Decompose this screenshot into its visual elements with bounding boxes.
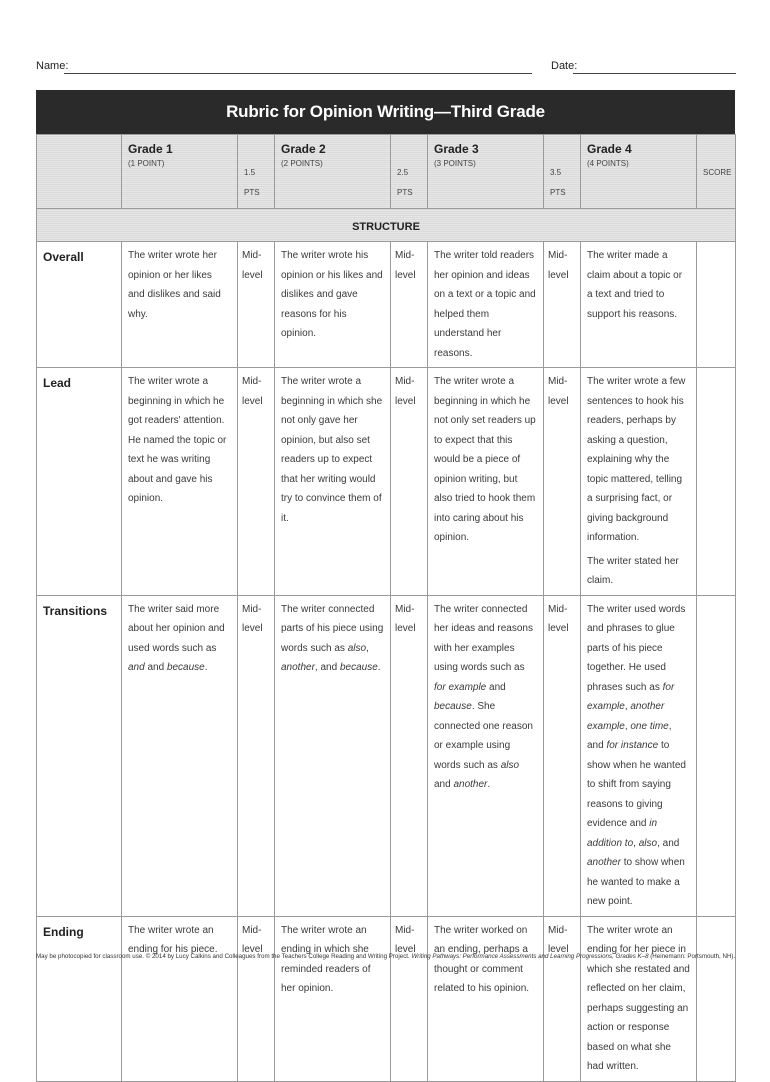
text-seg: , [624,720,631,732]
text-seg: , [366,642,369,654]
text-italic: another [453,779,488,790]
text-italic: because [434,701,472,712]
text-italic: also [347,642,367,654]
text-italic: also [500,759,520,771]
text-seg: , and [587,720,672,751]
cell-ending-grade-4: The writer wrote an ending for her piece in which she restated and reflected on her claim, perhaps suggesting an action or response based on what she had written. [581,916,697,1081]
text-italic: one time [630,720,669,732]
score-cell-transitions[interactable] [697,595,736,916]
cell-ending-mid-2: Mid-level [391,916,428,1081]
cell-lead-grade-3: The writer wrote a beginning in which he not only set readers up to expect that this would be a piece of opinion writing, but also tried to hook them into caring about his opinion. [428,368,544,596]
header-2-5-pts: 2.5 PTS [391,135,428,209]
cell-transitions-mid-3: Mid-level [544,595,581,916]
table-row-overall [37,242,736,368]
score-cell-ending[interactable] [697,916,736,1081]
text-italic: for example [587,681,675,712]
cell-lead-mid-3: Mid-level [544,368,581,596]
text-italic: another [587,857,621,868]
copyright-footer [36,953,736,960]
cell-ending-grade-2: The writer wrote an ending in which she reminded readers of her opinion. [275,916,391,1081]
text-seg: , [633,837,639,849]
score-cell-lead[interactable] [697,368,736,596]
text-seg: , [624,701,631,712]
cell-lead-mid-2: Mid-level [391,368,428,596]
name-date-bar [36,60,736,76]
text-seg: The writer said more about her opinion and used words such as [128,603,225,654]
cell-transitions-grade-4 [581,595,697,916]
grade-3-points: (3 POINTS) [434,159,476,168]
text-italic: another [281,662,315,673]
header-3-5-pts: 3.5 PTS [544,135,581,209]
text-seg: The writer connected parts of his piece using words such as [281,603,384,654]
text-italic: in addition to [587,818,658,849]
text-italic: for example [434,681,487,693]
name-line[interactable] [64,73,532,74]
score-cell-overall[interactable] [697,242,736,368]
cell-ending-grade-1: The writer wrote an ending for his piece. [122,916,238,1081]
text-seg: to show when he wanted to make a new point. [587,857,685,907]
row-label-lead: Lead [37,368,122,596]
header-grade-4 [581,135,697,209]
cell-lead-grade-4-text: The writer wrote a few sentences to hook his readers, perhaps by asking a question, explaining why the topic mattered, telling a surprising fact, or giving background information. [587,376,686,543]
text-italic: and [128,662,145,673]
text-seg: and [486,681,506,693]
cell-ending-mid-1: Mid-level [238,916,275,1081]
grade-1-points: (1 POINT) [128,159,165,168]
row-label-transitions: Transitions [37,595,122,916]
text-seg: . She connected one reason or example using words such as [434,701,533,771]
text-italic: also [638,837,658,849]
cell-overall-mid-2: Mid-level [391,242,428,368]
header-score: SCORE [697,135,736,209]
header-grade-2 [275,135,391,209]
section-structure-row [37,209,736,242]
cell-overall-grade-1: The writer wrote her opinion or her likes and dislikes and said why. [122,242,238,368]
cell-transitions-grade-1 [122,595,238,916]
table-row-ending [37,916,736,1081]
date-line[interactable] [573,73,736,74]
text-seg: , and [657,837,680,849]
header-blank [37,135,122,209]
rubric-grid [36,134,736,1082]
text-seg: The writer used words and phrases to glue parts of his piece together. He used phrases such as [587,603,686,693]
text-seg: . [377,662,381,673]
grade-1-name: Grade 1 [128,142,173,156]
cell-ending-mid-3: Mid-level [544,916,581,1081]
text-italic: because [339,662,378,673]
cell-lead-grade-2: The writer wrote a beginning in which she not only gave her opinion, but also set readers up to expect that her writing would try to convince them of it. [275,368,391,596]
cell-lead-grade-4-note: The writer stated her claim. [587,555,679,586]
header-1-5-pts: 1.5 PTS [238,135,275,209]
text-seg: . [204,662,208,673]
header-grade-1 [122,135,238,209]
footer-book-title: Writing Pathways: Performance Assessments and Learning Progressions, Grades K–8 [411,953,649,960]
grade-4-points: (4 POINTS) [587,159,629,168]
text-italic: for instance [606,740,659,751]
text-seg: and [434,779,454,790]
cell-transitions-mid-2: Mid-level [391,595,428,916]
cell-transitions-grade-2 [275,595,391,916]
row-label-ending: Ending [37,916,122,1081]
rubric-table [36,90,735,1082]
grade-2-name: Grade 2 [281,142,326,156]
cell-overall-grade-3: The writer told readers her opinion and ideas on a text or a topic and helped them understand her reasons. [428,242,544,368]
grade-2-points: (2 POINTS) [281,159,323,168]
text-italic: because [166,662,205,673]
section-structure-label: STRUCTURE [37,209,736,242]
date-label: Date: [551,60,578,72]
text-seg: . [487,779,491,790]
grade-header-row [37,135,736,209]
cell-overall-mid-1: Mid-level [238,242,275,368]
cell-ending-grade-3: The writer worked on an ending, perhaps a thought or comment related to his opinion. [428,916,544,1081]
cell-lead-grade-1: The writer wrote a beginning in which he got readers' attention. He named the topic or text he was writing about and gave his opinion. [122,368,238,596]
cell-overall-mid-3: Mid-level [544,242,581,368]
text-seg: , and [314,662,340,673]
text-seg: The writer connected her ideas and reasons with her examples using words such as [434,603,533,673]
cell-overall-grade-2: The writer wrote his opinion or his likes and dislikes and gave reasons for his opinion. [275,242,391,368]
name-label: Name: [36,60,69,72]
rubric-title: Rubric for Opinion Writing—Third Grade [36,90,735,134]
footer-text: May be photocopied for classroom use. © 2014 by Lucy Calkins and Colleagues from the Teachers College Reading and Writing Project. [36,953,412,960]
grade-3-name: Grade 3 [434,142,479,156]
row-label-overall: Overall [37,242,122,368]
cell-overall-grade-4: The writer made a claim about a topic or a text and tried to support his reasons. [581,242,697,368]
cell-lead-grade-4 [581,368,697,596]
text-seg: and [144,662,167,673]
cell-transitions-mid-1: Mid-level [238,595,275,916]
cell-transitions-grade-3 [428,595,544,916]
text-seg: to show when he wanted to shift from saying reasons to giving evidence and [587,740,686,829]
grade-4-name: Grade 4 [587,142,632,156]
table-row-lead [37,368,736,596]
cell-lead-mid-1: Mid-level [238,368,275,596]
table-row-transitions [37,595,736,916]
header-grade-3 [428,135,544,209]
text-italic: another example [587,701,665,732]
footer-publisher: (Heinemann: Portsmouth, NH). [648,953,736,960]
